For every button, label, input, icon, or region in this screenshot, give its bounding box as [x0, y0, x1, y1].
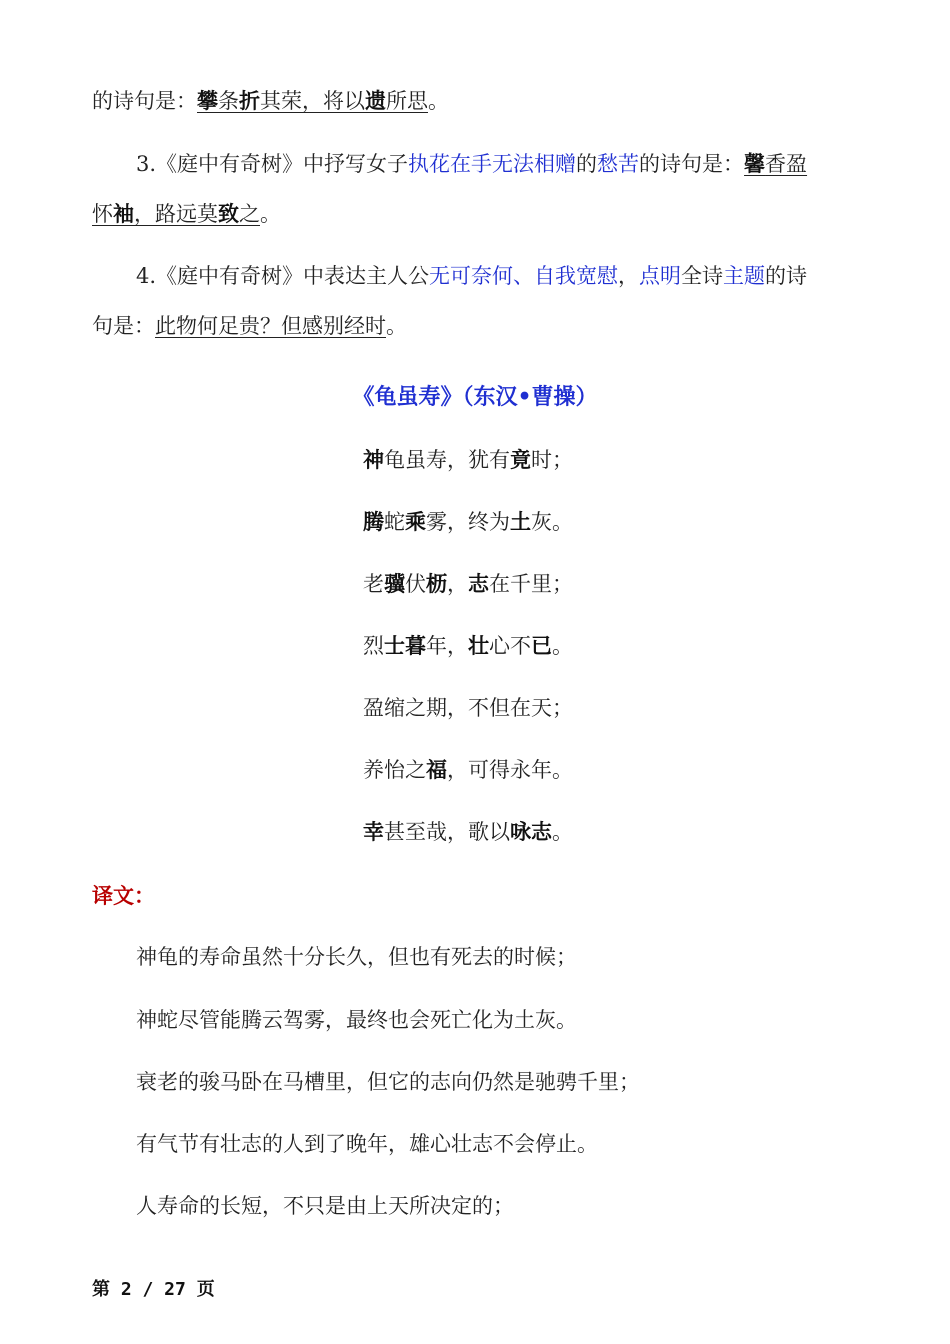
text: 咏志 — [510, 819, 552, 844]
text: 年， — [426, 634, 468, 658]
text: 香盈 — [765, 152, 808, 176]
item2-quote — [197, 89, 428, 113]
highlight-text: 无可奈何、自我宽慰 — [429, 264, 619, 288]
text: 折 — [239, 88, 260, 113]
text: 雾，终为 — [426, 510, 510, 534]
text: ， — [447, 572, 468, 596]
item4-line1 — [136, 261, 860, 291]
highlight-text: 主题 — [723, 264, 766, 288]
text: 在千里； — [489, 572, 573, 596]
text: 烈 — [363, 634, 384, 658]
text: 福 — [426, 757, 447, 782]
text: 致 — [218, 201, 239, 226]
translation-line: 衰老的骏马卧在马槽里，但它的志向仍然是驰骋千里； — [136, 1070, 640, 1094]
poem-line — [363, 817, 573, 847]
text: 枥 — [426, 571, 447, 596]
text: 时； — [531, 448, 573, 472]
text: 攀 — [197, 88, 218, 113]
text: 。 — [552, 820, 573, 844]
text: 心不 — [489, 634, 531, 658]
text: 竟 — [510, 447, 531, 472]
text: 已 — [531, 633, 552, 658]
text: 怀 — [92, 202, 113, 226]
text: 腾 — [363, 509, 384, 534]
page-number: 第 2 / 27 页 — [92, 1279, 215, 1300]
text: 馨 — [744, 151, 766, 176]
text: 乘 — [405, 509, 426, 534]
text: 蛇 — [384, 510, 405, 534]
text: 骥 — [384, 571, 405, 596]
highlight-text: 愁苦 — [597, 152, 640, 176]
text: 3.《庭中有奇树》中抒写女子 — [136, 152, 409, 176]
item3-line2 — [92, 199, 860, 229]
translation-line: 人寿命的长短，不只是由上天所决定的； — [136, 1194, 514, 1218]
text: 的诗句是： — [92, 89, 197, 113]
highlight-text: 点明 — [639, 264, 682, 288]
text: 盈缩之期，不但在天； — [363, 696, 573, 720]
text: 养怡之 — [363, 758, 426, 782]
text: 幸 — [363, 819, 384, 844]
translation-line: 有气节有壮志的人到了晚年，雄心壮志不会停止。 — [136, 1132, 598, 1156]
poem-line — [363, 569, 573, 599]
text: 老 — [363, 572, 384, 596]
text: 。 — [260, 202, 281, 226]
text: ， — [618, 264, 640, 288]
text: 志 — [468, 571, 489, 596]
text: 。 — [428, 89, 449, 113]
text: 龟虽寿，犹有 — [384, 448, 510, 472]
text: 条 — [218, 89, 239, 113]
text: 灰。 — [531, 510, 573, 534]
text: 壮 — [468, 633, 489, 658]
text: 的 — [576, 152, 598, 176]
text: 士 — [384, 633, 405, 658]
poem-line — [363, 693, 573, 723]
text: 伏 — [405, 572, 426, 596]
text: 全诗 — [681, 264, 724, 288]
translation-heading: 译文： — [92, 883, 155, 908]
text: 所思 — [386, 89, 428, 113]
text: 神 — [363, 447, 384, 472]
text: 其荣，将以 — [260, 89, 365, 113]
poem-line — [363, 445, 573, 475]
quote-text: 此物何足贵？但感别经时 — [155, 314, 386, 338]
item2-tail-line — [92, 86, 860, 116]
poem-title: 《龟虽寿》（东汉•曹操） — [352, 384, 598, 410]
text: 4.《庭中有奇树》中表达主人公 — [136, 264, 430, 288]
item3-line1 — [136, 149, 860, 179]
translation-line: 神龟的寿命虽然十分长久，但也有死去的时候； — [136, 945, 577, 969]
text: ，路远莫 — [134, 202, 218, 226]
poem-line — [363, 755, 573, 785]
text: 的诗 — [765, 264, 808, 288]
item4-line2 — [92, 311, 860, 341]
poem-line — [363, 507, 573, 537]
poem-line — [363, 631, 573, 661]
text: 土 — [510, 509, 531, 534]
text: 之 — [239, 202, 260, 226]
text: 。 — [386, 314, 407, 338]
text: 袖 — [113, 201, 134, 226]
text: 遗 — [365, 88, 386, 113]
text: 的诗句是： — [639, 152, 745, 176]
text: 。 — [552, 634, 573, 658]
text: 暮 — [405, 633, 426, 658]
highlight-text: 执花在手无法相赠 — [408, 152, 577, 176]
text: ，可得永年。 — [447, 758, 573, 782]
text: 甚至哉，歌以 — [384, 820, 510, 844]
text: 句是： — [92, 314, 155, 338]
translation-line: 神蛇尽管能腾云驾雾，最终也会死亡化为土灰。 — [136, 1008, 577, 1032]
